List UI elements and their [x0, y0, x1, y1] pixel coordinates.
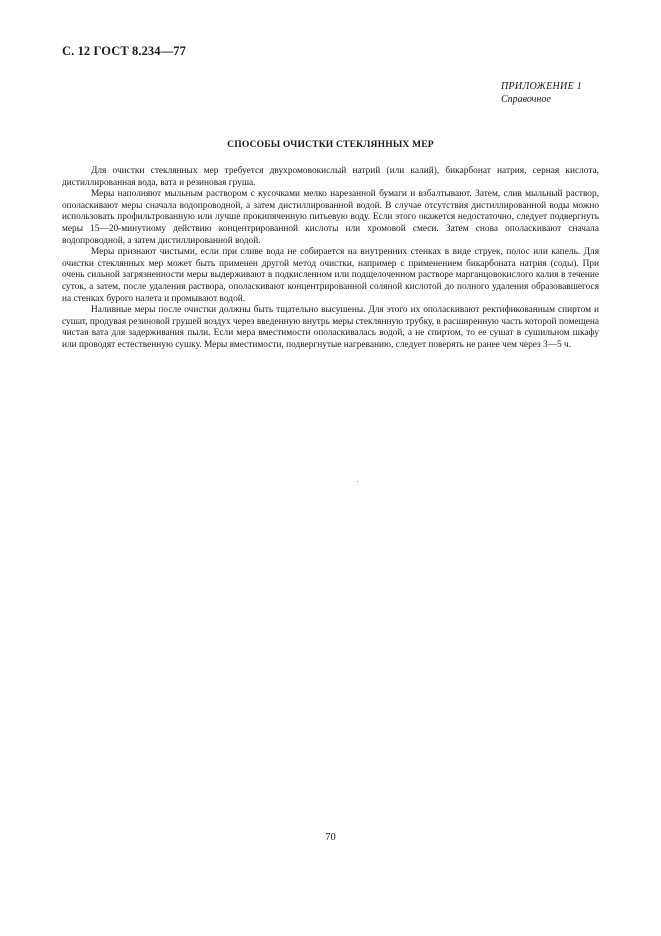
paragraph-4: Наливные меры после очистки должны быть тщательно высушены. Для этого их ополаскивают ректификованным спиртом и сушат, продувая резиновой грушей воздух через введенную внутрь меры стеклянную трубку, в расширенную часть которой помещена чистая вата для задерживания пыли. Если мера вместимости ополаскивалась водой, а не спиртом, то ее сушат в сушильном шкафу или проводят естественную сушку. Меры вместимости, подвергнутые нагреванию, следует поверять не ранее чем через 3—5 ч. [62, 305, 599, 350]
appendix-kind: Справочное [501, 94, 551, 105]
section-title: СПОСОБЫ ОЧИСТКИ СТЕКЛЯННЫХ МЕР [227, 139, 434, 150]
page-number: 70 [325, 832, 336, 843]
appendix-block [501, 80, 591, 106]
appendix-label: ПРИЛОЖЕНИЕ 1 [501, 81, 583, 92]
paragraph-2: Меры наполняют мыльным раствором с кусочками мелко нарезанной бумаги и взбалтывают. Затем, слив мыльный раствор, ополаскивают меры сначала водопроводной, а затем дистиллированной водой. В случае отсутствия дистиллированной воды можно использовать профильтрованную или лучше прокипяченную питьевую воду. Если этого окажется недостаточно, следует подвергнуть меры 15—20-минутному действию концентрированной кислоты или хромовой смеси. Затем снова ополаскивают сначала водопроводной, а затем дистиллированной водой. [62, 189, 599, 246]
page-header: С. 12 ГОСТ 8.234—77 [62, 44, 186, 58]
body-text [62, 166, 599, 352]
paragraph-3: Меры признают чистыми, если при сливе вода не собирается на внутренних стенках в виде струек, полос или капель. Для очистки стеклянных мер может быть применен другой метод очистки, например с применением бикарбоната натрия (соды). При очень сильной загрязненности меры выдерживают в подкисленном или подщелоченном растворе марганцовокислого калия в течение суток, а затем, после удаления раствора, ополаскивают концентрированной соляной кислотой до полного удаления образовавшегося на стенках бурого налета и промывают водой. [62, 247, 599, 304]
scan-speck [357, 481, 358, 482]
paragraph-1: Для очистки стеклянных мер требуется двухромовокислый натрий (или калий), бикарбонат натрия, серная кислота, дистиллированная вода, вата и резиновая груша. [62, 166, 599, 188]
